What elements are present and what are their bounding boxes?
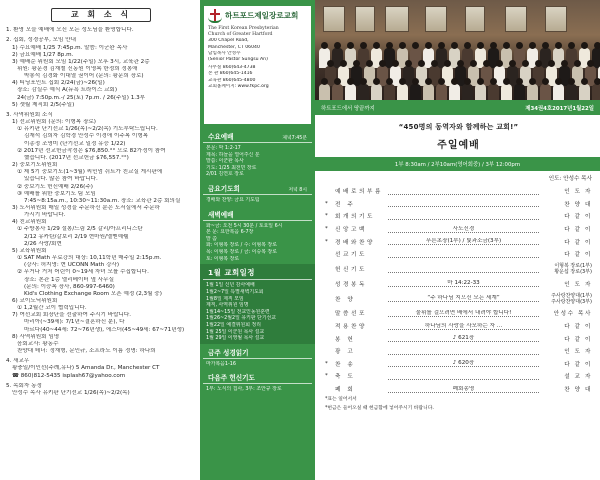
order-content: 마 14:22-33: [447, 280, 480, 287]
address-line: Manchester, CT 06040: [208, 44, 260, 50]
news-line: 4) 티닝포인트 집회 2/24(금)~26(일): [12, 80, 105, 87]
order-person: 찬 양 대: [564, 201, 592, 208]
news-line: ② 2017년 선교헌금작정은 $76,850.°° 으로 82가정이 참여: [17, 147, 166, 154]
info-column: [200, 0, 315, 480]
order-content: 푸른초장(1부) / 빛과소금(3부): [425, 238, 502, 245]
friday-prayer-header: [203, 180, 312, 195]
address-line: 300 Chapel Road,: [208, 38, 249, 44]
phone-education: 교육관 860)645-4800: [208, 77, 256, 83]
calendar-line: 1월 29일 이영월 목사 설교: [206, 335, 265, 342]
news-line: ① 유키판 단기선교 1/26(목)~2/2(목) 기도부탁드립니다.: [17, 126, 158, 133]
news-line: 7:45~8:15a.m., 10:30~11:30a.m. 장소: 교육관 2층 회의실: [24, 197, 181, 204]
order-content-leader-dots: [388, 373, 539, 380]
memory-line: 마가복음1-16: [206, 360, 236, 367]
church-news-title: 교 회 소 식: [51, 8, 151, 22]
news-line: ③ 예배를 위한 중보기도 팀 모임: [17, 190, 96, 197]
news-line: (강사: 허지영: 현 UCONN Math 강사): [24, 262, 120, 269]
order-content: “주 하나님 지으신 모든 세계”: [427, 295, 500, 302]
order-row: [325, 278, 592, 291]
news-line: 가시기 바랍니다.: [24, 212, 66, 219]
order-person: 다 같 이: [564, 252, 592, 259]
calendar-line: 1월 25일 이군원 목사 설교: [206, 328, 265, 335]
news-line: ☎ 860)812-5435 isplash67@yahoo.com: [12, 372, 126, 379]
next-week-prayer-header: [203, 369, 312, 384]
news-line: 1) 수요예배 1/25 7:45p.m. 말씀: 이군완 목사: [12, 44, 128, 51]
standing-mark: *: [325, 200, 328, 207]
standing-mark: *: [325, 213, 328, 220]
order-item: 찬 양: [335, 296, 356, 303]
order-row: [325, 320, 592, 333]
senior-pastor: 담임목사 안성수: [208, 50, 241, 56]
news-line: 3. 사역위원회 소식: [6, 111, 53, 118]
church-calendar-details: [200, 282, 315, 343]
order-row: [325, 198, 592, 211]
order-item: 축 도: [335, 374, 356, 381]
news-line: 5) 셋월 제직회 2/5(주일): [12, 101, 75, 108]
order-item: 찬 송: [335, 361, 356, 368]
church-news-list: [6, 27, 196, 397]
wed-line: 본문: 막 1:2-17: [206, 145, 241, 151]
order-content-leader-dots: [388, 348, 539, 355]
order-person: 설 교 자: [564, 374, 592, 381]
order-content-leader-dots: [388, 295, 539, 302]
news-line: 이종정 조영미 (단기선교 일정 유승 1/22): [24, 140, 126, 147]
church-theme: “450명의 동역자와 함께하는 교회!”: [398, 123, 519, 131]
order-content: 폐회송영: [452, 385, 475, 392]
wednesday-service-details: [200, 145, 315, 180]
wednesday-service-header: [203, 128, 312, 143]
dawn-line: 본 문: 요한복음 6-7장: [206, 229, 254, 236]
order-content-leader-dots: [388, 188, 539, 195]
order-row: [325, 210, 592, 223]
news-line: 3) 예배순 위원회 모임 1/22(주일) 오후 3시, 교육관 2층: [12, 58, 150, 65]
news-line: 박봉석 김경화 이대열 권이어 (문의: 황문희 장로): [24, 73, 144, 80]
news-line: 2/12 유카탄/갈보리 2/19 현마원/엘벧예쉘: [24, 233, 129, 240]
order-content-leader-dots: [388, 310, 539, 317]
news-line: 4. 새교우: [6, 358, 30, 365]
order-content: 물위를 걸으려면 배에서 내려야 합니다!: [415, 309, 512, 316]
dawn-line: 화~금: 오전 5시 30분 / 토요일 6시: [206, 222, 283, 229]
order-row: [325, 345, 592, 358]
order-content-leader-dots: [388, 280, 539, 287]
order-item: 폐 회: [335, 387, 356, 394]
wed-line: 말씀: 이군완 목사: [206, 158, 244, 165]
church-calendar-title: 1월 교회일정: [208, 268, 255, 278]
order-item: 성경봉독: [335, 281, 368, 288]
order-content-leader-dots: [388, 335, 539, 342]
order-content: 사도신경: [452, 225, 475, 232]
phone-office: 사무실 860)643-4738: [208, 65, 256, 71]
church-name-en-line: The First Korean Presbyterian: [208, 26, 279, 31]
friday-prayer: [200, 180, 315, 206]
standing-mark: *: [325, 238, 328, 245]
church-logo-row: [208, 9, 307, 23]
order-person: 다 같 이: [564, 324, 592, 331]
next-week-prayer: [200, 369, 315, 395]
news-line: 4) 친교위원회: [12, 219, 47, 226]
dawn-line: 토: 이형복 장로: [206, 255, 240, 262]
order-row: [325, 185, 592, 198]
friday-prayer-title: 금요기도회: [208, 185, 240, 194]
order-row: [325, 370, 592, 383]
news-line: 3) 도서위원회 매일 성경을 주문하신 분은 도서실에서 주문하: [12, 204, 160, 211]
offering-note: *헌금은 들어오실 때 헌금함에 넣어주시기 바랍니다.: [325, 406, 434, 412]
news-line: 6) 코이노닉위원회: [12, 298, 58, 305]
church-calendar-header: [203, 264, 312, 280]
order-content: 하나님의 사랑을 사모하는 자 ...: [424, 322, 503, 329]
next-week-prayer-title: 다음주 헌신기도: [208, 374, 255, 383]
order-content-leader-dots: [388, 213, 539, 220]
order-content: ♪ 621장: [452, 335, 475, 342]
phone-main: 본 관 860)645-1416: [208, 71, 253, 77]
standing-mark: *: [325, 360, 328, 367]
news-line: 찬양대 테너: 정재형, 문인규, 소프라노 이름 정명: 하나희: [17, 348, 156, 355]
order-content-leader-dots: [388, 200, 539, 207]
next-week-prayer-details: [200, 386, 315, 395]
service-leader: 인도: 안성수 목사: [548, 176, 592, 182]
church-motto: 하트포드에서 땅끝까지: [321, 105, 375, 112]
news-line: 장소: 감실수 예식 A(뉴욕 트라이스 교회): [17, 87, 118, 94]
dawn-line: 말 씀: [206, 235, 218, 242]
church-calendar: [200, 264, 315, 343]
order-content-leader-dots: [388, 251, 539, 258]
bible-reading-header: [203, 344, 312, 359]
news-line: 위원: 황문경 김재철 신동원 이영복 한정희 정봉애: [17, 66, 138, 73]
order-row: [325, 383, 592, 396]
order-item: 회개의기도: [335, 214, 376, 221]
order-item: 예배로의부름: [335, 189, 384, 196]
news-line: 7) 여선교회 회장단을 선출하여 주시기 바랍니다.: [12, 312, 132, 319]
news-line: 1. 환영 오늘 예배에 오신 모든 성도님을 환영합니다.: [6, 27, 134, 34]
dawn-service-title: 새벽예배: [208, 210, 234, 219]
order-item: 말씀선포: [335, 311, 368, 318]
news-line: 안성수 목사 유키판 단기선교 1/26(목)~2/2(목): [12, 389, 130, 396]
order-content-leader-dots: [388, 266, 539, 273]
church-address: [208, 38, 307, 90]
news-line: 8) 사역위원회 임명: [12, 333, 60, 340]
wednesday-service-title: 수요예배: [208, 133, 234, 141]
calendar-line: 1월14~15일 전교인동원훈련: [206, 308, 270, 315]
order-item: 헌신기도: [335, 267, 368, 274]
order-content-leader-dots: [388, 386, 539, 393]
news-line: 24(금) 7:50p.m.-/ 25(토) 7p.m. / 26(주일) 1.3부: [17, 94, 146, 101]
calendar-line: 1월 1일 신년 감사예배: [206, 282, 255, 289]
news-line: ① 제 5기 중보기도(1~3월) 씨민엄 쉬트가 친교실 게시판에: [17, 169, 163, 176]
news-line: 음회교사: 황동수: [17, 340, 59, 347]
news-line: ① 1,2월간 코이 협력입니다.: [17, 305, 87, 312]
standing-mark: *: [325, 226, 328, 233]
calendar-line: 1월2~7일 특별새벽기도회: [206, 288, 264, 295]
order-person: 다 같 이: [564, 214, 592, 221]
friday-prayer-time: 저녁 8시: [288, 188, 307, 194]
news-line: 5) 교육위원회: [12, 247, 47, 254]
news-line: 마르다(40~44세: 72~76년생), 에스더(45~49세: 67~71년생): [24, 326, 185, 333]
wed-line: 2/01 김연호 장로: [206, 171, 244, 178]
order-person: 주사랑찬양대(1부) 주사랑찬양대(3부): [551, 292, 592, 305]
dawn-line: 화: 이형복 장로 / 수: 이형복 장로: [206, 242, 277, 249]
order-item: 광 고: [335, 349, 356, 356]
order-item: 적용찬양: [335, 324, 368, 331]
order-item: 경배와찬양: [335, 239, 376, 246]
news-line: 마리아(~39세): 7/1년~결혼하신 분), 다: [24, 319, 125, 326]
weekly-bible-reading: [200, 344, 315, 370]
order-person: 다 같 이: [564, 239, 592, 246]
news-line: 했습니다. (2017년 선교헌금 $76,557.°°): [24, 154, 129, 161]
dawn-service-header: [203, 206, 312, 221]
senior-pastor-en: (Senior Pastor Sungsu An): [208, 56, 268, 62]
news-line: 2) 금요예배 1/27 8p.m.: [12, 51, 74, 58]
wed-line: 제목: 하늘을 열어주신 분: [206, 151, 260, 158]
service-times: 1부 8:30am / 2부10am(영어회중) / 3부 12:00pm: [315, 157, 600, 171]
issue-number-date: 제34권4호2017년1월22일: [525, 105, 594, 112]
order-content-leader-dots: [388, 360, 539, 367]
order-person: 인 도 자: [564, 281, 592, 288]
order-content-leader-dots: [388, 323, 539, 330]
calendar-line: 1월26~2월2일 유키판 단기선교: [206, 315, 277, 322]
dawn-line: 목: 이형복 장로 / 금: 이승복 장로: [206, 249, 277, 256]
order-row: [325, 332, 592, 345]
news-line: 2. 집회, 성경공부, 모임 안내: [6, 37, 77, 44]
order-person: 다 같 이: [564, 227, 592, 234]
friday-prayer-details: [200, 197, 315, 206]
order-item: 전 주: [335, 201, 356, 208]
calendar-line: 제직, 사역위원 임명: [206, 302, 249, 309]
church-name: 하트포드제일장로교회: [225, 10, 299, 20]
wednesday-service: [200, 128, 315, 180]
news-line: 장소: 본관 1층 엘리베이터 옆 사무실: [24, 276, 114, 283]
worship-order: [315, 115, 600, 413]
wednesday-service-time: 제녁7:45분: [282, 136, 307, 141]
news-line: 김재석 김희자 김학경 안성수 이경애 이주복 이형복: [24, 133, 149, 140]
news-line: ② 중보기도 헌신예배 2/26(주): [17, 183, 93, 190]
order-content-leader-dots: [388, 238, 539, 245]
news-line: ① 주방봉사 1/29 설봉/드림 2/5 갈리/아프리니스탄: [17, 226, 143, 233]
order-person: 안성수 목사: [553, 311, 592, 318]
wed-line: 기도: 1/25 최전민 장로: [206, 164, 257, 171]
church-name-english: [208, 26, 307, 38]
service-title: 주일예배: [437, 140, 480, 151]
standing-note: *표는 일어서서: [325, 397, 357, 403]
order-content-leader-dots: [388, 226, 539, 233]
bible-reading-details: [200, 361, 315, 370]
order-person: 다 같 이: [564, 336, 592, 343]
church-news-column: [0, 0, 200, 480]
news-line: 1) 선교위원회 (문의: 이형복 장로): [12, 119, 96, 126]
next-line: 1부: 노식의 집사, 3부: 조안규 장로: [206, 386, 282, 393]
fri-line: 경배와 찬양: 금요 기도팀: [206, 197, 260, 204]
order-person: 다 같 이: [564, 361, 592, 368]
cross-logo-icon: [208, 9, 222, 23]
order-item: 선교기도: [335, 252, 368, 259]
order-row: [325, 290, 592, 307]
order-row: [325, 261, 592, 278]
order-row: [325, 307, 592, 320]
news-line: 황충일/이인선(주례,유나) 5 Amanda Dr., Manchester CT: [12, 365, 160, 372]
order-person: 이형복 장로(1부) 황운섭 장로(3부): [554, 263, 592, 276]
order-of-service-list: [325, 185, 592, 395]
worship-column: [315, 0, 600, 480]
congregation-photo: [315, 0, 600, 100]
dawn-service: [200, 206, 315, 265]
calendar-line: 1월8일 제직 모임: [206, 295, 244, 302]
news-line: 있습니다. 많은 참여 바랍니다.: [24, 176, 98, 183]
news-line: 2) 중보기도위원회: [12, 162, 58, 169]
dawn-service-details: [200, 223, 315, 265]
calendar-line: 1월22일 예결위원회 정리: [206, 321, 261, 328]
order-person: 인 도 자: [564, 189, 592, 196]
news-line: Kid's Clothing Exchange Room 오픈 예정 (2,3월 중): [24, 290, 162, 297]
order-person: 찬 양 대: [564, 387, 592, 394]
news-line: 2/26 사랑/회현: [24, 240, 62, 247]
order-item: 신앙고백: [335, 227, 368, 234]
order-person: 인 도 자: [564, 349, 592, 356]
church-name-en-line: Church of Greater Hartford: [208, 32, 273, 38]
order-row: [325, 248, 592, 261]
order-row: [325, 223, 592, 236]
news-line: 5. 목회자 동정: [6, 382, 42, 389]
news-line: ① SAT Math 무료강의 대상: 10,11학년 매주일 2:15p.m.: [17, 255, 162, 262]
order-row: [325, 235, 592, 248]
order-content: ♪ 620장: [452, 360, 475, 367]
standing-mark: *: [325, 373, 328, 380]
bible-reading-title: 금주 성경읽기: [208, 348, 249, 357]
order-row: [325, 358, 592, 371]
news-line: (문의: 이승복 장사, 860-997-6460): [24, 283, 115, 290]
church-website: 교회홈페이지: www.fkpc.org: [208, 83, 269, 89]
issue-banner: [315, 100, 600, 115]
church-info-box: [204, 6, 311, 124]
news-line: ② 무거나 거처 어린이 0~19세 자녀 모를 수집합니다.: [17, 269, 149, 276]
order-item: 봉 헌: [335, 336, 356, 343]
